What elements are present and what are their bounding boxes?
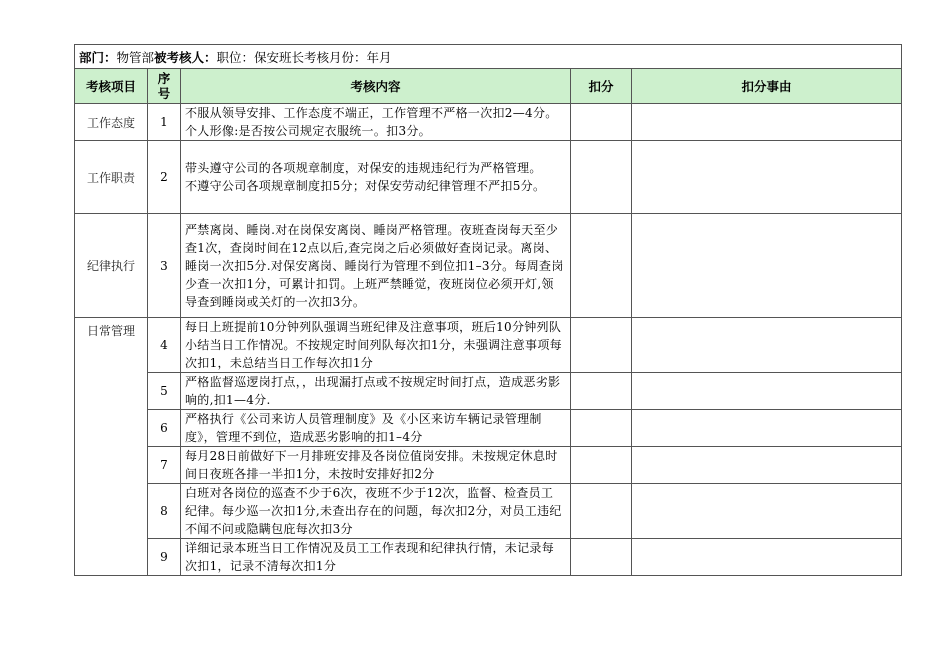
table-row — [75, 447, 902, 484]
category-cell: 工作职责 — [75, 141, 148, 214]
table-row — [75, 373, 902, 410]
reason-cell[interactable] — [632, 141, 902, 214]
info-row — [75, 45, 902, 69]
table-row — [75, 141, 902, 214]
deduct-cell[interactable] — [571, 214, 632, 318]
assessment-sheet — [74, 44, 901, 576]
seq-cell: 5 — [148, 373, 181, 410]
table-row — [75, 318, 902, 373]
seq-cell: 8 — [148, 484, 181, 539]
reason-cell[interactable] — [632, 214, 902, 318]
header-seq — [148, 69, 181, 104]
header-deduct: 扣分 — [571, 69, 632, 104]
content-cell: 不服从领导安排、工作态度不端正，工作管理不严格一次扣2—4分。个人形像:是否按公司规定衣服统一。扣3分。 — [181, 104, 571, 141]
table-row — [75, 214, 902, 318]
content-cell: 白班对各岗位的巡查不少于6次，夜班不少于12次，监督、检查员工纪律。每少巡一次扣1分,未查出存在的问题，每次扣2分，对员工违纪不闻不问或隐瞒包庇每次扣3分 — [181, 484, 571, 539]
deduct-cell[interactable] — [571, 104, 632, 141]
deduct-cell[interactable] — [571, 539, 632, 576]
reason-cell[interactable] — [632, 410, 902, 447]
reason-cell[interactable] — [632, 447, 902, 484]
header-reason: 扣分事由 — [632, 69, 902, 104]
seq-cell: 7 — [148, 447, 181, 484]
deduct-cell[interactable] — [571, 484, 632, 539]
content-cell: 详细记录本班当日工作情况及员工工作表现和纪律执行情，未记录每次扣1，记录不清每次扣1分 — [181, 539, 571, 576]
deduct-cell[interactable] — [571, 447, 632, 484]
reason-cell[interactable] — [632, 318, 902, 373]
assessee-label: 被考核人： — [154, 49, 217, 65]
dept-value: 物管部 — [116, 49, 155, 65]
assessment-table — [74, 44, 902, 576]
position-month-text: 职位：保安班长考核月份：年月 — [216, 49, 392, 65]
header-row — [75, 69, 902, 104]
dept-label: 部门： — [79, 49, 117, 65]
seq-cell: 4 — [148, 318, 181, 373]
seq-cell: 1 — [148, 104, 181, 141]
seq-cell: 3 — [148, 214, 181, 318]
seq-cell: 6 — [148, 410, 181, 447]
reason-cell[interactable] — [632, 484, 902, 539]
header-content: 考核内容 — [181, 69, 571, 104]
header-item: 考核项目 — [75, 69, 148, 104]
reason-cell[interactable] — [632, 539, 902, 576]
content-cell: 每日上班提前10分钟列队强调当班纪律及注意事项，班后10分钟列队小结当日工作情况。不按规定时间列队每次扣1分，未强调注意事项每次扣1，未总结当日工作每次扣1分 — [181, 318, 571, 373]
content-cell: 严格执行《公司来访人员管理制度》及《小区来访车辆记录管理制度》，管理不到位，造成恶劣影响的扣1–4分 — [181, 410, 571, 447]
reason-cell[interactable] — [632, 104, 902, 141]
table-row — [75, 104, 902, 141]
content-cell — [181, 141, 571, 214]
category-cell: 工作态度 — [75, 104, 148, 141]
deduct-cell[interactable] — [571, 410, 632, 447]
info-bar — [75, 45, 902, 69]
reason-cell[interactable] — [632, 373, 902, 410]
deduct-cell[interactable] — [571, 373, 632, 410]
content-line: 带头遵守公司的各项规章制度，对保安的违规违纪行为严格管理。 — [185, 161, 542, 175]
table-row — [75, 484, 902, 539]
header-seq-text: 序号 — [157, 71, 171, 101]
table-row — [75, 539, 902, 576]
content-cell: 严格监督巡逻岗打点，，出现漏打点或不按规定时间打点，造成恶劣影响的,扣1—4分. — [181, 373, 571, 410]
category-cell: 纪律执行 — [75, 214, 148, 318]
deduct-cell[interactable] — [571, 318, 632, 373]
content-line: 不遵守公司各项规章制度扣5分；对保安劳动纪律管理不严扣5分。 — [185, 179, 546, 193]
content-cell: 严禁离岗、睡岗.对在岗保安离岗、睡岗严格管理。夜班查岗每天至少查1次，查岗时间在12点以后,查完岗之后必须做好查岗记录。离岗、睡岗一次扣5分.对保安离岗、睡岗行为管理不到位扣1–3分。每周查岗少查一次扣1分，可累计扣罚。上班严禁睡觉，夜班岗位必须开灯,领导查到睡岗或关灯的一次扣3分。 — [181, 214, 571, 318]
table-row — [75, 410, 902, 447]
deduct-cell[interactable] — [571, 141, 632, 214]
seq-cell: 9 — [148, 539, 181, 576]
content-cell: 每月28日前做好下一月排班安排及各岗位值岗安排。未按规定休息时间日夜班各排一半扣1分，未按时安排好扣2分 — [181, 447, 571, 484]
seq-cell: 2 — [148, 141, 181, 214]
category-cell: 日常管理 — [75, 318, 148, 576]
